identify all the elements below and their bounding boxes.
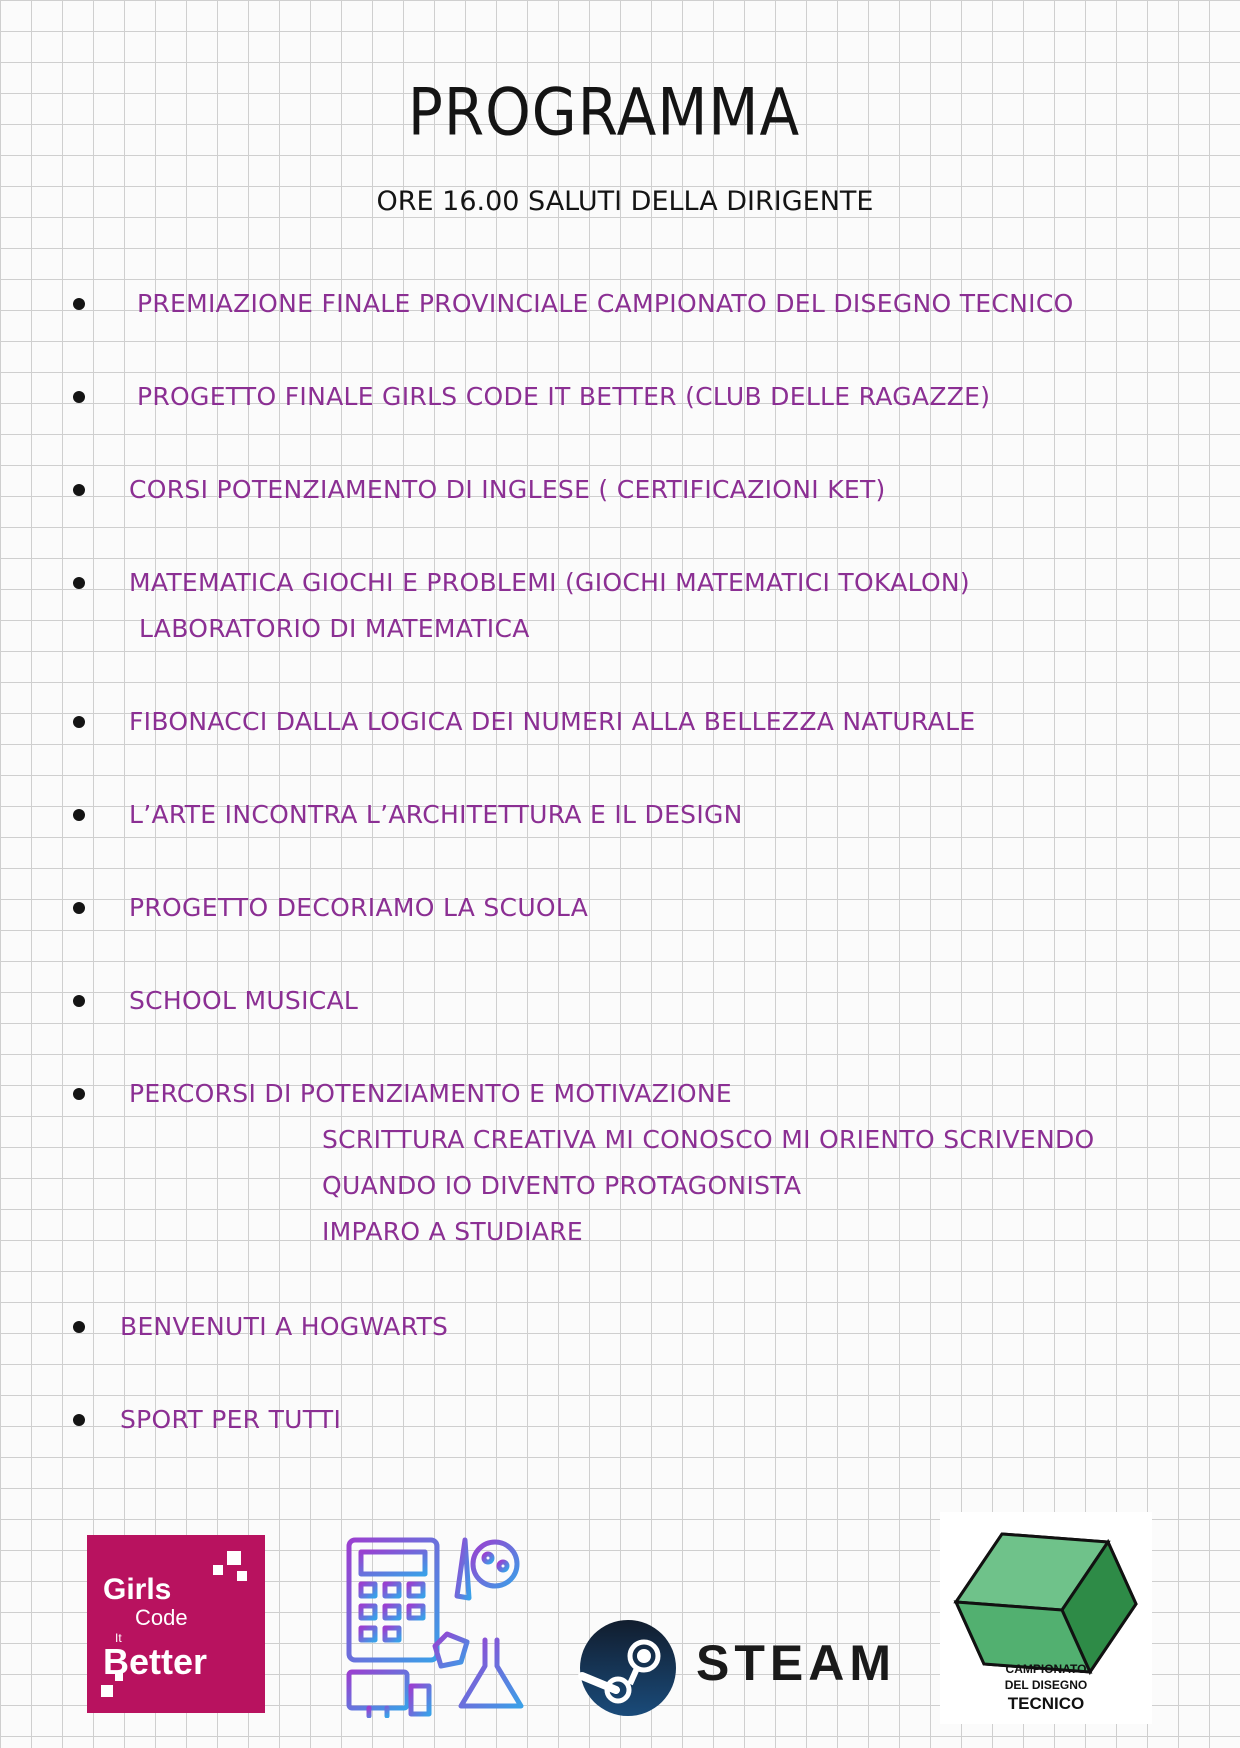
stem-illustration-icon <box>345 1536 527 1718</box>
bullet-icon <box>73 1321 85 1333</box>
list-item-text: MATEMATICA GIOCHI E PROBLEMI (GIOCHI MATEMATICI TOKALON) <box>129 568 970 597</box>
list-item-text: PROGETTO DECORIAMO LA SCUOLA <box>129 893 589 922</box>
bullet-icon <box>73 298 85 310</box>
bullet-icon <box>73 484 85 496</box>
list-item-text: PROGETTO FINALE GIRLS CODE IT BETTER (CLUB DELLE RAGAZZE) <box>137 382 991 411</box>
list-item-text: PERCORSI DI POTENZIAMENTO E MOTIVAZIONE <box>129 1079 732 1108</box>
logo-text: DEL DISEGNO <box>1004 1678 1088 1692</box>
list-item-text: FIBONACCI DALLA LOGICA DEI NUMERI ALLA BELLEZZA NATURALE <box>129 707 976 736</box>
logo-text: It <box>115 1631 122 1645</box>
steam-logo-icon <box>578 1618 678 1718</box>
page-title: PROGRAMMA <box>407 73 801 151</box>
bullet-icon <box>73 391 85 403</box>
list-item-text: LABORATORIO DI MATEMATICA <box>139 614 530 643</box>
bullet-icon <box>73 716 85 728</box>
logo-text: Code <box>135 1605 188 1630</box>
page-subtitle: ORE 16.00 SALUTI DELLA DIRIGENTE <box>376 186 874 217</box>
steam-logo <box>578 1618 896 1718</box>
bullet-icon <box>73 577 85 589</box>
logo-text: CAMPIONATO <box>1005 1662 1087 1676</box>
list-item-text: BENVENUTI A HOGWARTS <box>120 1312 449 1341</box>
bullet-icon <box>73 809 85 821</box>
steam-wordmark: STEAM <box>696 1635 896 1691</box>
list-item-text: CORSI POTENZIAMENTO DI INGLESE ( CERTIFICAZIONI KET) <box>129 475 886 504</box>
bullet-icon <box>73 995 85 1007</box>
logo-text: Girls <box>103 1573 172 1606</box>
list-item-text: L’ARTE INCONTRA L’ARCHITETTURA E IL DESIGN <box>129 800 743 829</box>
campionato-disegno-tecnico-logo <box>940 1512 1152 1724</box>
list-item-text: SCHOOL MUSICAL <box>129 986 359 1015</box>
bullet-icon <box>73 1088 85 1100</box>
list-item-text: PREMIAZIONE FINALE PROVINCIALE CAMPIONATO DEL DISEGNO TECNICO <box>137 289 1074 318</box>
logo-text: TECNICO <box>1007 1694 1085 1713</box>
list-item-text: SPORT PER TUTTI <box>120 1405 342 1434</box>
list-item-text: SCRITTURA CREATIVA MI CONOSCO MI ORIENTO SCRIVENDO <box>322 1125 1095 1154</box>
girls-code-it-better-logo <box>87 1535 265 1713</box>
logo-text: Better <box>103 1641 208 1682</box>
list-item-text: QUANDO IO DIVENTO PROTAGONISTA <box>322 1171 802 1200</box>
list-item-text: IMPARO A STUDIARE <box>322 1217 583 1246</box>
bullet-icon <box>73 1414 85 1426</box>
bullet-icon <box>73 902 85 914</box>
